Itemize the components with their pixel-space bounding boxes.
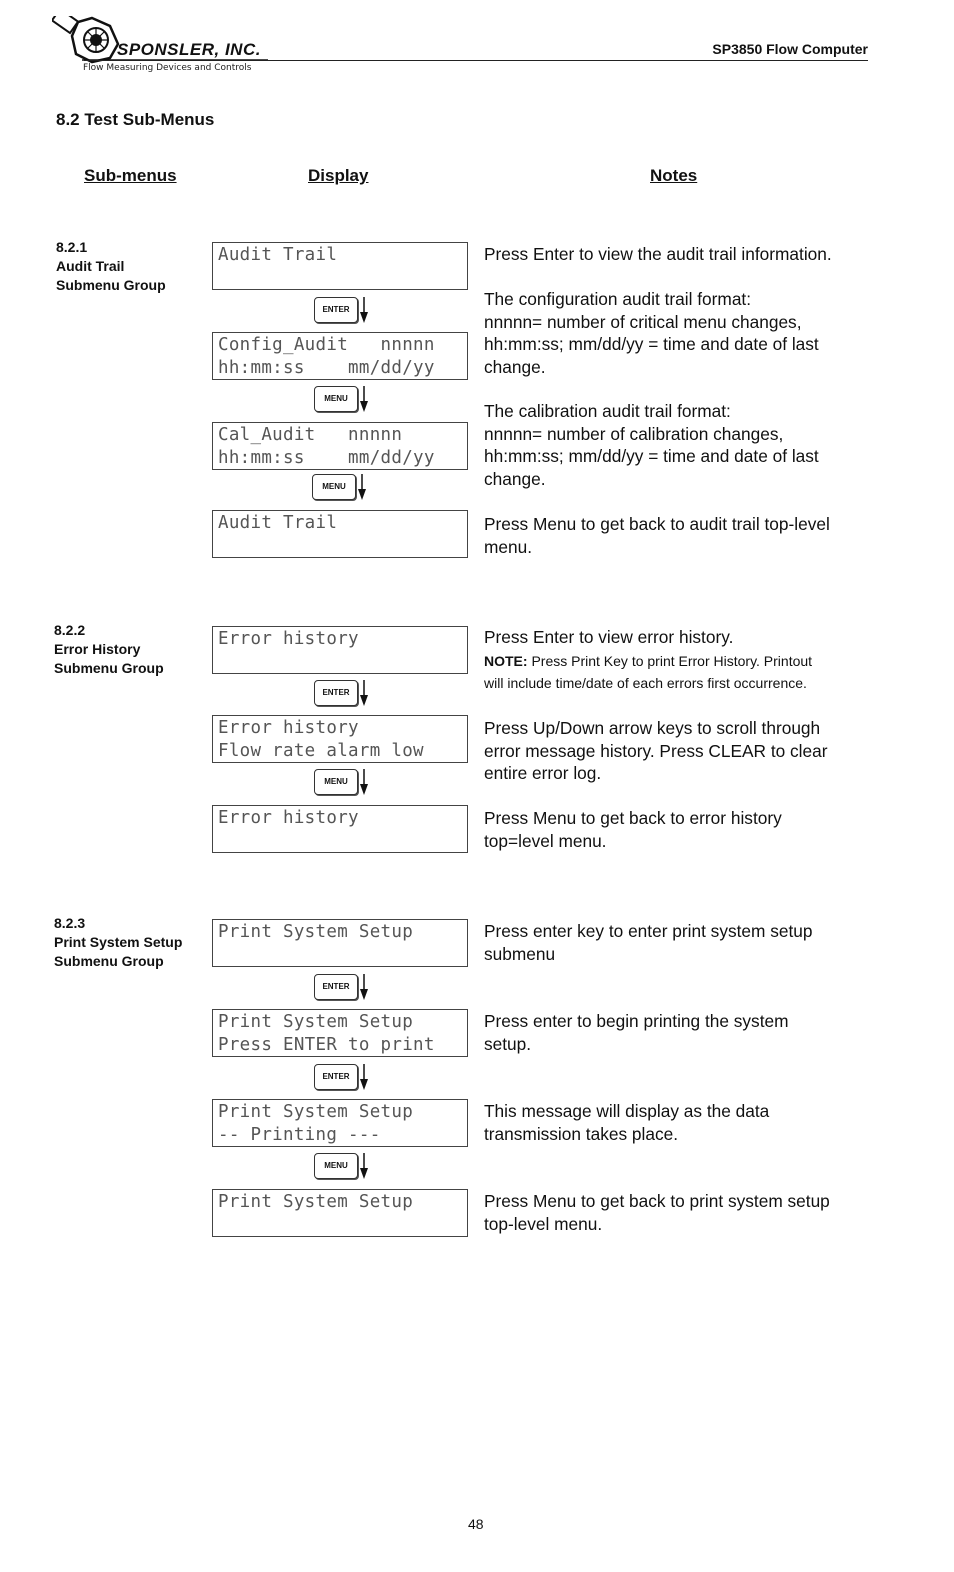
lcd-display: Print System Setup — [212, 919, 468, 967]
down-arrow-icon — [357, 474, 367, 500]
group-sub: Submenu Group — [56, 277, 166, 293]
note-text: The configuration audit trail format: nnnnn= number of critical menu changes, hh:mm:ss; mm/dd/yy = time and date of last change. — [484, 289, 819, 377]
lcd-display: Print System Setup Press ENTER to print — [212, 1009, 468, 1057]
menu-key: MENU — [312, 474, 356, 500]
note-text: Press Menu to get back to audit trail top-level menu. — [484, 514, 830, 557]
group-label-print-system-setup — [54, 914, 182, 971]
menu-key: MENU — [314, 386, 358, 412]
down-arrow-icon — [359, 297, 369, 323]
column-header-submenus: Sub-menus — [84, 166, 177, 185]
lcd-display: Print System Setup -- Printing --- — [212, 1099, 468, 1147]
lcd-display: Error history Flow rate alarm low — [212, 715, 468, 763]
group-name: Print System Setup — [54, 934, 183, 950]
group-label-error-history — [54, 621, 164, 678]
enter-key: ENTER — [314, 680, 358, 706]
lcd-display: Print System Setup — [212, 1189, 468, 1237]
note-text: Press Up/Down arrow keys to scroll through error message history. Press CLEAR to clear entire error log. — [484, 718, 828, 783]
header-rule — [84, 60, 868, 61]
group-sub: Submenu Group — [54, 953, 164, 969]
column-header-display: Display — [308, 166, 369, 185]
column-header-notes: Notes — [650, 166, 698, 185]
down-arrow-icon — [359, 680, 369, 706]
down-arrow-icon — [359, 974, 369, 1000]
down-arrow-icon — [359, 1153, 369, 1179]
down-arrow-icon — [359, 386, 369, 412]
note-text: Press Menu to get back to error history top=level menu. — [484, 808, 782, 851]
group-label-audit-trail — [56, 238, 166, 295]
note-text: Press Enter to view error history. — [484, 627, 734, 647]
note-text: Press Menu to get back to print system setup top-level menu. — [484, 1191, 830, 1234]
brand-tagline: Flow Measuring Devices and Controls — [83, 63, 252, 73]
group-name: Audit Trail — [56, 258, 125, 274]
lcd-display: Config_Audit nnnnn hh:mm:ss mm/dd/yy — [212, 332, 468, 380]
document-title: SP3850 Flow Computer — [712, 41, 868, 57]
note-text: This message will display as the data transmission takes place. — [484, 1101, 770, 1144]
note-text: Press enter key to enter print system setup submenu — [484, 921, 813, 964]
brand-name: SPONSLER, INC. — [117, 40, 261, 59]
down-arrow-icon — [359, 1064, 369, 1090]
lcd-display: Cal_Audit nnnnn hh:mm:ss mm/dd/yy — [212, 422, 468, 470]
lcd-display: Audit Trail — [212, 242, 468, 290]
note-text: Press enter to begin printing the system setup. — [484, 1011, 789, 1054]
group-number: 8.2.3 — [54, 915, 86, 931]
section-title: 8.2 Test Sub-Menus — [56, 110, 215, 129]
group-number: 8.2.2 — [54, 622, 86, 638]
enter-key: ENTER — [314, 1064, 358, 1090]
note-text: The calibration audit trail format: nnnnn= number of calibration changes, hh:mm:ss; mm/dd/yy = time and date of last change. — [484, 401, 819, 489]
menu-key: MENU — [314, 769, 358, 795]
page-number: 48 — [468, 1516, 484, 1532]
group-number: 8.2.1 — [56, 239, 88, 255]
down-arrow-icon — [359, 769, 369, 795]
note-text: Press Enter to view the audit trail information. — [484, 244, 832, 264]
enter-key: ENTER — [314, 974, 358, 1000]
group-name: Error History — [54, 641, 141, 657]
lcd-display: Error history — [212, 626, 468, 674]
group-sub: Submenu Group — [54, 660, 164, 676]
note-small-text: NOTE: Press Print Key to print Error History. Printout will include time/date of each errors first occurrence. — [484, 653, 813, 691]
lcd-display: Audit Trail — [212, 510, 468, 558]
enter-key: ENTER — [314, 297, 358, 323]
lcd-display: Error history — [212, 805, 468, 853]
menu-key: MENU — [314, 1153, 358, 1179]
